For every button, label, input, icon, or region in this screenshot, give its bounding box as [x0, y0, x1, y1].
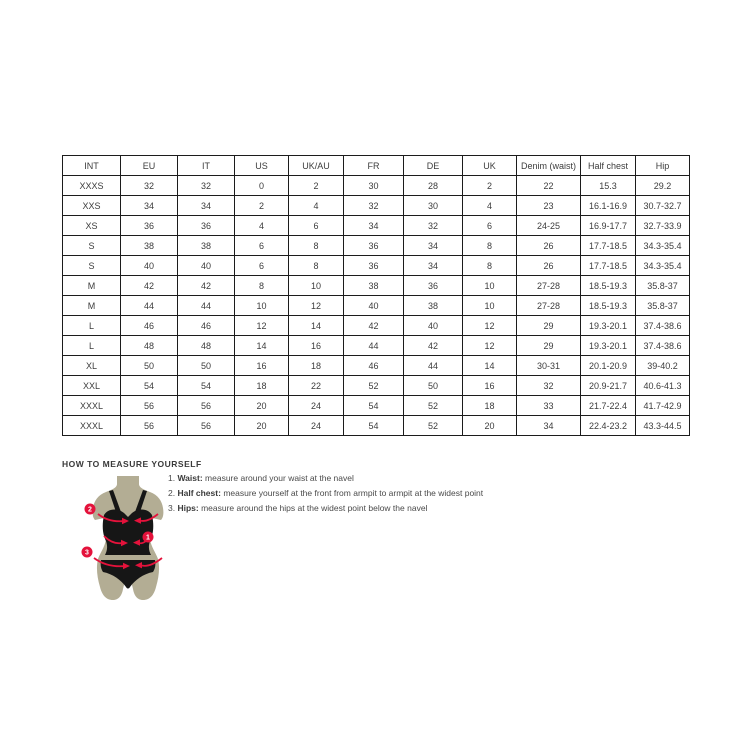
- table-cell: XL: [63, 356, 121, 376]
- table-cell: 38: [178, 236, 235, 256]
- step-number: 2.: [168, 488, 176, 498]
- table-cell: 27-28: [517, 276, 581, 296]
- table-cell: 36: [344, 256, 404, 276]
- table-cell: 34: [404, 236, 463, 256]
- table-cell: 50: [178, 356, 235, 376]
- table-cell: 42: [404, 336, 463, 356]
- table-row: [63, 396, 690, 416]
- table-cell: 39-40.2: [636, 356, 690, 376]
- measurement-figure: [70, 475, 182, 601]
- table-cell: 19.3-20.1: [581, 316, 636, 336]
- table-row: [63, 356, 690, 376]
- table-cell: 54: [344, 416, 404, 436]
- table-cell: 21.7-22.4: [581, 396, 636, 416]
- table-cell: 37.4-38.6: [636, 316, 690, 336]
- table-cell: 40.6-41.3: [636, 376, 690, 396]
- table-cell: 2: [463, 176, 517, 196]
- table-cell: 10: [463, 296, 517, 316]
- table-cell: 8: [289, 236, 344, 256]
- table-cell: 38: [404, 296, 463, 316]
- table-cell: 27-28: [517, 296, 581, 316]
- table-cell: 8: [289, 256, 344, 276]
- table-cell: 22: [289, 376, 344, 396]
- table-cell: 32: [178, 176, 235, 196]
- table-cell: 54: [121, 376, 178, 396]
- table-cell: 17.7-18.5: [581, 256, 636, 276]
- table-row: [63, 376, 690, 396]
- step-label: Waist:: [177, 473, 203, 483]
- column-header: Denim (waist): [517, 156, 581, 176]
- table-cell: 44: [344, 336, 404, 356]
- table-cell: 56: [121, 416, 178, 436]
- column-header: EU: [121, 156, 178, 176]
- table-cell: 34.3-35.4: [636, 256, 690, 276]
- table-cell: 14: [235, 336, 289, 356]
- table-cell: 54: [178, 376, 235, 396]
- table-row: [63, 176, 690, 196]
- table-cell: S: [63, 256, 121, 276]
- table-cell: 40: [404, 316, 463, 336]
- badge-2-number: 2: [88, 506, 92, 514]
- step-text: measure around your waist at the navel: [205, 473, 354, 483]
- table-row: [63, 336, 690, 356]
- measure-step-half-chest: [168, 488, 498, 498]
- table-cell: 46: [344, 356, 404, 376]
- column-header: US: [235, 156, 289, 176]
- column-header: DE: [404, 156, 463, 176]
- table-cell: 4: [463, 196, 517, 216]
- column-header: INT: [63, 156, 121, 176]
- table-cell: 29: [517, 336, 581, 356]
- table-cell: 35.8-37: [636, 296, 690, 316]
- table-cell: 15.3: [581, 176, 636, 196]
- table-row: [63, 416, 690, 436]
- measure-instructions: [168, 473, 498, 518]
- table-cell: 20: [235, 416, 289, 436]
- table-cell: XXS: [63, 196, 121, 216]
- mannequin-illustration: [70, 475, 182, 601]
- table-cell: 20.9-21.7: [581, 376, 636, 396]
- table-cell: 8: [463, 236, 517, 256]
- table-cell: 10: [235, 296, 289, 316]
- table-cell: 14: [289, 316, 344, 336]
- table-cell: 18: [463, 396, 517, 416]
- table-cell: M: [63, 296, 121, 316]
- table-cell: 46: [121, 316, 178, 336]
- table-cell: 29: [517, 316, 581, 336]
- table-cell: 56: [178, 416, 235, 436]
- table-cell: 2: [235, 196, 289, 216]
- table-cell: 40: [344, 296, 404, 316]
- table-cell: 42: [344, 316, 404, 336]
- table-cell: 30.7-32.7: [636, 196, 690, 216]
- table-cell: 0: [235, 176, 289, 196]
- step-text: measure yourself at the front from armpit to armpit at the widest point: [223, 488, 484, 498]
- step-number: 3.: [168, 503, 176, 513]
- table-cell: 12: [463, 316, 517, 336]
- table-cell: 16: [289, 336, 344, 356]
- table-cell: 16.9-17.7: [581, 216, 636, 236]
- table-cell: 16: [235, 356, 289, 376]
- table-cell: 20: [463, 416, 517, 436]
- table-cell: 42: [178, 276, 235, 296]
- table-cell: L: [63, 316, 121, 336]
- table-cell: 36: [404, 276, 463, 296]
- table-cell: 44: [178, 296, 235, 316]
- table-cell: 34: [178, 196, 235, 216]
- table-cell: 28: [404, 176, 463, 196]
- table-cell: 17.7-18.5: [581, 236, 636, 256]
- table-cell: 32: [404, 216, 463, 236]
- table-cell: 26: [517, 236, 581, 256]
- step-label: Hips:: [177, 503, 199, 513]
- table-cell: 34.3-35.4: [636, 236, 690, 256]
- table-cell: 54: [344, 396, 404, 416]
- table-cell: 24: [289, 396, 344, 416]
- table-cell: 16: [463, 376, 517, 396]
- table-cell: 50: [121, 356, 178, 376]
- table-cell: 6: [235, 236, 289, 256]
- table-cell: 12: [235, 316, 289, 336]
- table-cell: 52: [344, 376, 404, 396]
- table-cell: 32: [121, 176, 178, 196]
- measure-step-hips: [168, 503, 498, 513]
- table-cell: M: [63, 276, 121, 296]
- table-cell: 30: [344, 176, 404, 196]
- table-cell: 4: [289, 196, 344, 216]
- column-header: IT: [178, 156, 235, 176]
- table-cell: 12: [289, 296, 344, 316]
- table-cell: 41.7-42.9: [636, 396, 690, 416]
- table-cell: 40: [178, 256, 235, 276]
- table-cell: 6: [289, 216, 344, 236]
- step-text: measure around the hips at the widest point below the navel: [201, 503, 428, 513]
- measure-step-waist: [168, 473, 498, 483]
- table-cell: XXXL: [63, 396, 121, 416]
- table-cell: 36: [178, 216, 235, 236]
- table-cell: 6: [235, 256, 289, 276]
- table-cell: 6: [463, 216, 517, 236]
- table-cell: 48: [178, 336, 235, 356]
- table-cell: 14: [463, 356, 517, 376]
- table-cell: 36: [344, 236, 404, 256]
- table-cell: 23: [517, 196, 581, 216]
- table-cell: 18: [289, 356, 344, 376]
- table-cell: 44: [404, 356, 463, 376]
- table-cell: 34: [344, 216, 404, 236]
- table-cell: 36: [121, 216, 178, 236]
- table-row: [63, 256, 690, 276]
- table-row: [63, 296, 690, 316]
- table-cell: 8: [235, 276, 289, 296]
- table-cell: L: [63, 336, 121, 356]
- table-row: [63, 276, 690, 296]
- table-cell: 26: [517, 256, 581, 276]
- table-cell: 43.3-44.5: [636, 416, 690, 436]
- column-header: UK: [463, 156, 517, 176]
- table-row: [63, 316, 690, 336]
- table-row: [63, 216, 690, 236]
- table-cell: 30-31: [517, 356, 581, 376]
- column-header: Half chest: [581, 156, 636, 176]
- table-cell: S: [63, 236, 121, 256]
- table-cell: 56: [121, 396, 178, 416]
- table-cell: 18.5-19.3: [581, 296, 636, 316]
- table-cell: 2: [289, 176, 344, 196]
- table-cell: 30: [404, 196, 463, 216]
- table-cell: 24: [289, 416, 344, 436]
- table-cell: 46: [178, 316, 235, 336]
- step-number: 1.: [168, 473, 176, 483]
- table-cell: 42: [121, 276, 178, 296]
- table-cell: 22.4-23.2: [581, 416, 636, 436]
- table-cell: 52: [404, 396, 463, 416]
- table-cell: 22: [517, 176, 581, 196]
- column-header: UK/AU: [289, 156, 344, 176]
- table-cell: XXXL: [63, 416, 121, 436]
- table-cell: 50: [404, 376, 463, 396]
- table-cell: XS: [63, 216, 121, 236]
- header-row: [63, 156, 690, 176]
- size-chart-table: [62, 155, 690, 436]
- table-cell: 32: [344, 196, 404, 216]
- table-cell: 40: [121, 256, 178, 276]
- table-cell: 4: [235, 216, 289, 236]
- table-cell: 32: [517, 376, 581, 396]
- table-cell: 10: [289, 276, 344, 296]
- table-cell: 8: [463, 256, 517, 276]
- table-row: [63, 196, 690, 216]
- table-cell: 44: [121, 296, 178, 316]
- table-cell: 34: [517, 416, 581, 436]
- table-cell: 16.1-16.9: [581, 196, 636, 216]
- measure-section-title: HOW TO MEASURE YOURSELF: [62, 459, 202, 469]
- table-cell: 38: [121, 236, 178, 256]
- badge-3-number: 3: [85, 549, 89, 557]
- column-header: Hip: [636, 156, 690, 176]
- table-cell: 12: [463, 336, 517, 356]
- table-cell: XXL: [63, 376, 121, 396]
- step-label: Half chest:: [177, 488, 221, 498]
- table-cell: 56: [178, 396, 235, 416]
- table-cell: 38: [344, 276, 404, 296]
- table-cell: 18.5-19.3: [581, 276, 636, 296]
- table-cell: 24-25: [517, 216, 581, 236]
- table-row: [63, 236, 690, 256]
- table-cell: 18: [235, 376, 289, 396]
- table-cell: 34: [404, 256, 463, 276]
- table-cell: 33: [517, 396, 581, 416]
- table-cell: 35.8-37: [636, 276, 690, 296]
- table-cell: 37.4-38.6: [636, 336, 690, 356]
- table-cell: XXXS: [63, 176, 121, 196]
- table-cell: 19.3-20.1: [581, 336, 636, 356]
- badge-1-number: 1: [146, 534, 150, 542]
- table-cell: 10: [463, 276, 517, 296]
- table-cell: 48: [121, 336, 178, 356]
- table-cell: 34: [121, 196, 178, 216]
- table-cell: 32.7-33.9: [636, 216, 690, 236]
- column-header: FR: [344, 156, 404, 176]
- table-cell: 29.2: [636, 176, 690, 196]
- table-cell: 20.1-20.9: [581, 356, 636, 376]
- table-cell: 20: [235, 396, 289, 416]
- table-cell: 52: [404, 416, 463, 436]
